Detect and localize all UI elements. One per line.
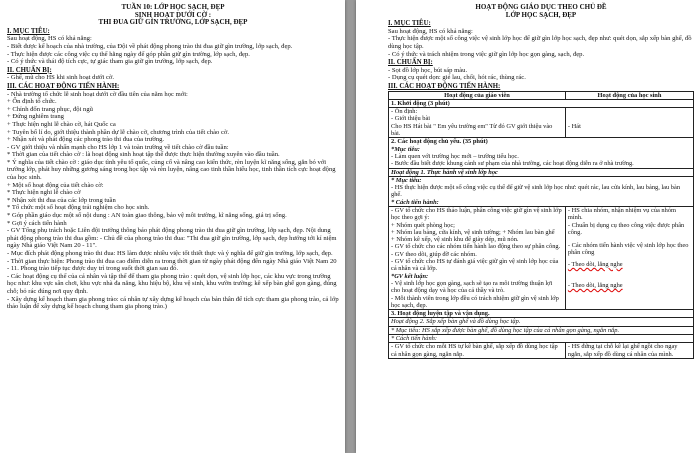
paragraph-line: - Làm quen với trường học mới – trường tiểu học. — [391, 152, 519, 160]
paragraph-line: - Thực hiện được một số công việc vệ sinh lớp học để giữ gìn lớp học sạch, đẹp như: quét dọn, sắp xếp bàn ghế, đồ dùng học tập. — [388, 35, 692, 50]
paragraph-line: * Thực hiện nghi lễ chào cờ — [7, 189, 81, 197]
right-preparation-body — [388, 67, 694, 82]
paragraph-line: - Dụng cụ quét dọn: giẻ lau, chổi, hót rác, thùng rác. — [388, 74, 526, 82]
paragraph-line: - Ổn định: — [391, 108, 418, 116]
table-row-main-activities — [389, 138, 694, 168]
paragraph-line: + Tuyên bố lí do, giới thiệu thành phần dự lễ chào cờ, chương trình của tiết chào cờ. — [7, 128, 230, 136]
paragraph-line: - GV tổ chức cho HS thảo luận, phân công việc giữ gìn vệ sinh lớp học theo gợi ý: — [391, 206, 562, 222]
main-activities-title: 2. Các hoạt động chủ yếu. (35 phút) — [391, 138, 488, 146]
left-section-activities: III. CÁC HOẠT ĐỘNG TIẾN HÀNH: — [7, 82, 120, 90]
table-row-activity-2-title: Hoạt động 2. Sắp xếp bàn ghế và đồ dùng học tập. — [389, 318, 694, 326]
paragraph-line: *GV kết luận: — [391, 272, 429, 280]
paragraph-line: + Thực hiện nghi lễ chào cờ, hát Quốc ca — [7, 120, 116, 128]
paragraph-line: * Mục tiêu: — [391, 176, 422, 184]
paragraph-line: + Ổn định tổ chức. — [7, 98, 57, 106]
left-activities-body — [7, 91, 339, 311]
table-cell-activity-1-teacher — [389, 206, 566, 309]
paragraph-line: Cho HS Hát bài " Em yêu trường em" Từ đó GV giới thiệu vào bài. — [391, 122, 553, 138]
table-row-activity-1-title: Hoạt động 1. Thực hành vệ sinh lớp học — [389, 168, 694, 176]
table-header-teacher: Hoạt động của giáo viên — [389, 91, 566, 99]
paragraph-line: - Các hoạt động cụ thể của cá nhân và tập thể để tham gia phong trào : quét dọn, vệ sinh lớp học, các khu vực trong trường học như: khu vực sân chơi, khu vực nhà đa năng, khu hiệu bộ, khu vệ sinh, khu vườn trường; kê xếp bàn ghế gọn gàng, đúng chỗ; bỏ rác đúng nơi quy định. — [7, 272, 337, 295]
left-objectives-body — [7, 35, 339, 65]
paragraph-line: * Cách tiến hành: — [391, 198, 439, 206]
paragraph-line: * Góp phần giáo dục một số nội dung : AN toàn giao thông, bảo vệ môi trường, kĩ năng sống, giá trị sống. — [7, 212, 287, 220]
paragraph-line: - GV theo dõi, giúp đỡ các nhóm. — [391, 250, 477, 258]
left-section-objectives: I. MỤC TIÊU: — [7, 27, 50, 35]
right-title-line-2: LỚP HỌC SẠCH, ĐẸP — [505, 10, 577, 19]
paragraph-line: - Thực hiện được các công việc cụ thể hằng ngày để góp phần giữ gìn trường, lớp sạch, đẹp. — [7, 50, 250, 58]
paragraph-line: * Tổ chức một số hoạt động trải nghiệm cho học sinh. — [7, 204, 150, 212]
table-header-student: Hoạt động của học sinh — [565, 91, 693, 99]
activities-table — [388, 91, 694, 359]
paragraph-line: - GV tổ chức cho các nhóm tiến hành lao động theo sự phân công. — [391, 243, 561, 251]
right-section-activities: III. CÁC HOẠT ĐỘNG TIẾN HÀNH: — [388, 82, 501, 90]
paragraph-line: - Mục đích phát động phong trào thi đua: HS làm được nhiều việc tốt thiết thực và ý nghĩa để giữ gìn trường, lớp sạch, đẹp. — [7, 250, 333, 257]
table-cell-warmup-teacher — [389, 108, 566, 138]
left-document-page — [0, 0, 345, 453]
paragraph-line: - Theo dõi, lắng nghe — [567, 260, 623, 268]
table-row-activity-1-body — [389, 176, 694, 206]
table-row-activity-2-objective: * Mục tiêu: HS sắp xếp được bàn ghế, đồ dùng học tập của cá nhân gọn gàng, ngăn nắp. — [389, 326, 694, 334]
paragraph-line: Sau hoạt động, HS có khả năng: — [7, 35, 92, 43]
paragraph-line: + Nhóm lau bảng, cửa kính, vệ sinh tường; + Nhóm lau bàn ghế — [391, 228, 555, 236]
right-title-line-1: HOẠT ĐỘNG GIÁO DỤC THEO CHỦ ĐỀ — [475, 3, 607, 11]
paragraph-line: + Một số hoạt động của tiết chào cờ: — [7, 181, 104, 189]
paragraph-line: + Đứng nghiêm trang — [7, 113, 64, 121]
paragraph-line: - GV Tổng phụ trách hoặc Liên đội trưởng thông báo phát động phong trào thi đua giữ gìn trường, lớp sạch, đẹp. Nội dung phát động phong trào thi đua gồm: - Chủ đề của phong trào thi đua: "Thi đua giữ gìn trường, lớp sạch, đẹp hướng tới kỉ niệm ngày Nhà giáo Việt Nam 20 - 11". — [7, 227, 337, 250]
paragraph-line: - GV giới thiệu và nhấn mạnh cho HS lớp 1 và toàn trường về tiết chào cờ đầu tuần: — [7, 143, 229, 151]
paragraph-line: - Chuẩn bị dụng cụ theo công việc được phân công. — [567, 221, 685, 236]
paragraph-line: Sau hoạt động, HS có khả năng: — [388, 27, 473, 35]
paragraph-line: *Mục tiêu: — [391, 145, 420, 153]
paragraph-line: + Nhóm kê xếp, vệ sinh khu để giày dép, mũ nón. — [391, 236, 519, 244]
paragraph-line: - Bước đầu biết được khung cảnh sư phạm của nhà trường, các hoạt động diễn ra ở nhà trường. — [391, 160, 634, 168]
paragraph-line: * Ý nghĩa của tiết chào cờ : giáo dục tình yêu tổ quốc, củng cố và nâng cao kiến thức, rèn luyện kĩ năng sống, gắn bó với trường lớp, phát huy những gương sáng trong học tập và rèn luyện, nâng cao tinh thần hiếu học, tinh thần tích cực hoạt động của học sinh. — [7, 158, 336, 182]
paragraph-line: - Có ý thức và trách nhiệm trong việc giữ gìn lớp học gọn gàng, sạch, đẹp. — [388, 50, 585, 58]
paragraph-line: - Mỗi thành viên trong lớp đều có trách nhiệm giữ gìn vệ sinh lớp học sạch, đẹp. — [391, 294, 559, 309]
table-cell-activity-1-student — [565, 206, 693, 309]
paragraph-line: - Các nhóm tiến hành việc vệ sinh lớp học theo phân công — [567, 242, 689, 257]
paragraph-line: - Sọt đồ lớp học, bút sáp màu. — [388, 66, 468, 74]
paragraph-line: - GV tổ chức cho HS tự đánh giá việc giữ gìn vệ sinh lớp học của cá nhân và cả lớp. — [391, 258, 559, 273]
right-objectives-body — [388, 28, 694, 58]
paragraph-line: + Nhận xét và phát động các phong trào thi đua của trường. — [7, 136, 165, 144]
paragraph-line: + Chỉnh đốn trang phục, đội ngũ — [7, 105, 93, 113]
paragraph-line: * Thời gian của tiết chào cờ : là hoạt động sinh hoạt tập thể được thực hiện thường xuyên vào đầu tuần. — [7, 151, 280, 159]
paragraph-line: - Theo dõi, lắng nghe — [567, 282, 623, 290]
paragraph-line: - Có ý thức và thái độ tích cực, tự giác tham gia giữ gìn trường, lớp sạch, đẹp. — [7, 58, 213, 66]
left-title-line-1: TUẦN 10: LỚP HỌC SẠCH, ĐẸP — [121, 3, 225, 11]
table-row-warmup-title: 1. Khởi động (3 phút) — [389, 99, 694, 107]
right-section-objectives: I. MỤC TIÊU: — [388, 20, 431, 28]
warmup-student-text: - Hát — [567, 122, 581, 130]
left-preparation-body — [7, 74, 339, 82]
paragraph-line: - HS chia nhóm, nhận nhiệm vụ của nhóm mình. — [567, 206, 676, 222]
left-title-line-2: SINH HOẠT DƯỚI CỜ : — [134, 10, 212, 19]
table-cell-activity-2-teacher: - GV tổ chức cho mỗi HS tự kê bàn ghế, sắp xếp đồ dùng học tập cá nhân gọn gàng, ngăn nắp. — [389, 343, 566, 359]
paragraph-line: - Ghế, mũ cho HS khi sinh hoạt dưới cờ. — [7, 74, 115, 82]
table-row-activity-2-method: * Cách tiến hành: — [389, 335, 694, 343]
table-row-practice-title: 3. Hoạt động luyện tập và vận dụng. — [389, 310, 694, 318]
paragraph-line: * Gợi ý cách tiến hành — [7, 219, 67, 227]
paragraph-line: - Biết được kế hoạch của nhà trường, của Đội về phát động phong trào thi đua giữ gìn trường, lớp sạch, đẹp. — [7, 42, 293, 50]
right-section-preparation: II. CHUẨN BỊ: — [388, 59, 433, 67]
paragraph-line: + Nhóm quét phòng học; — [391, 221, 455, 229]
paragraph-line: - Xây dựng kế hoạch tham gia phong trào: cá nhân tự xây dựng kế hoạch của bản thân để tích cực tham gia phong trào, cả lớp thảo luận để xây dựng kế hoạch chung tham gia phong trào.) — [7, 295, 339, 311]
paragraph-line: - Vệ sinh lớp học gọn gàng, sạch sẽ tạo ra môi trường thuận lợi cho hoạt động dạy và học của cả thầy và trò. — [391, 279, 553, 295]
left-section-preparation: II. CHUẨN BỊ: — [7, 66, 52, 74]
main-activities-body — [391, 146, 691, 168]
paragraph-line: - Giới thiệu bài — [391, 115, 431, 123]
paragraph-line: * Nhận xét thi đua của các lớp trong tuần — [7, 196, 116, 204]
paragraph-line: - HS thực hiện được một số công việc cụ thể để giữ vệ sinh lớp học như: quét rác, lau cửa kính, lau bảng, lau bàn ghế. — [391, 184, 681, 199]
right-document-page — [356, 0, 700, 453]
left-title-line-3: THI ĐUA GIỮ GÌN TRƯỜNG, LỚP SẠCH, ĐẸP — [98, 18, 248, 27]
paragraph-line: - Nhà trường tổ chức lễ sinh hoạt dưới cờ đầu tiên của năm học mới: — [7, 90, 188, 98]
paragraph-line: - Thời gian thực hiện: Phong trào thi đua cao điểm diễn ra trong thời gian từ ngày phát động đến ngày Nhà giáo Việt Nam 20 - 11. Phong trào tiếp tục được duy trì trong suốt thời gian sau đó. — [7, 257, 337, 273]
table-cell-warmup-student — [565, 108, 693, 138]
table-cell-activity-2-student: - HS đứng tại chỗ kê lại ghế ngồi cho ngay ngắn, sắp xếp đồ dùng cá nhân của mình. — [565, 343, 693, 359]
